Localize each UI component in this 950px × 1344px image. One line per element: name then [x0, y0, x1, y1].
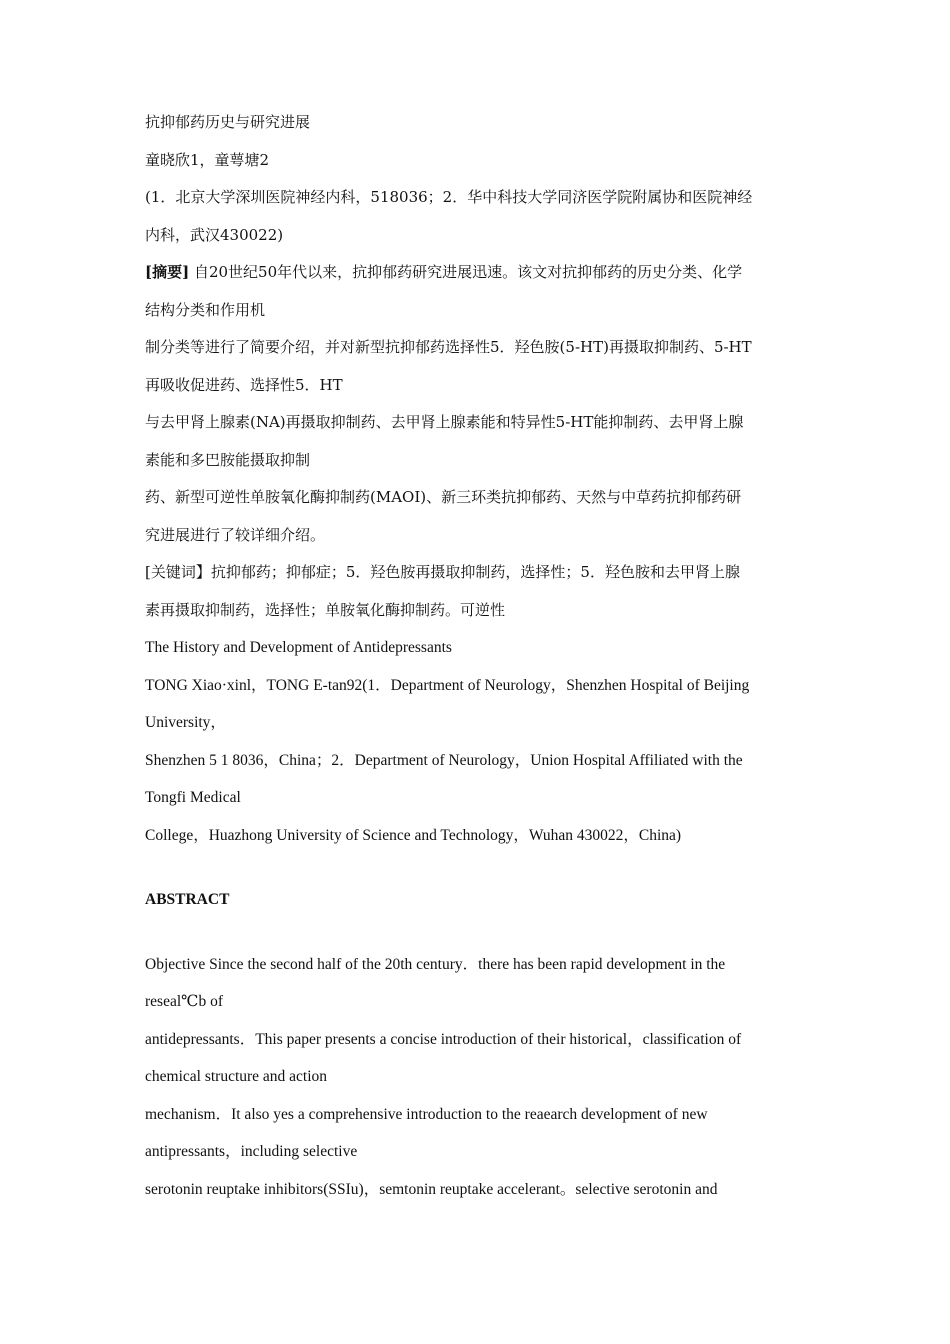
cn-abstract-line: 与去甲肾上腺素(NA)再摄取抑制药、去甲肾上腺素能和特异性5-HT能抑制药、去甲肾上腺 — [145, 413, 744, 431]
cn-abstract-line: 再吸收促进药、选择性5．HT — [145, 375, 343, 394]
cn-keywords-line: [关键词】抗抑郁药；抑郁症；5．羟色胺再摄取抑制药，选择性；5．羟色胺和去甲肾上腺 — [145, 563, 740, 581]
cn-abstract-line: 药、新型可逆性单胺氧化酶抑制药(MAOI)、新三环类抗抑郁药、天然与中草药抗抑郁药研 — [145, 488, 742, 506]
document-body — [145, 104, 810, 1208]
en-abstract-line: antipressants，including selective — [145, 1143, 358, 1160]
en-authors-line: Tongfi Medical — [145, 789, 241, 806]
cn-abstract-line: 制分类等进行了简要介绍，并对新型抗抑郁药选择性5．羟色胺(5-HT)再摄取抑制药、5-HT — [145, 338, 752, 356]
cn-affiliation-line: (1．北京大学深圳医院神经内科，518036；2．华中科技大学同济医学院附属协和医院神经 — [145, 188, 753, 206]
cn-keywords-line: 素再摄取抑制药，选择性；单胺氧化酶抑制药。可逆性 — [145, 600, 506, 619]
cn-affiliation-line: 内科，武汉430022) — [145, 225, 284, 244]
cn-abstract-line: 究进展进行了较详细介绍。 — [145, 525, 326, 544]
en-authors-line: University， — [145, 714, 226, 731]
cn-title: 抗抑郁药历史与研究进展 — [145, 113, 311, 131]
cn-abstract-line: 结构分类和作用机 — [145, 300, 266, 319]
cn-authors: 童晓欣1，童萼塘2 — [145, 150, 270, 169]
en-authors-line: College，Huazhong University of Science and Technology，Wuhan 430022，China) — [145, 826, 682, 844]
cn-abstract-label: [摘要] — [145, 263, 190, 281]
en-abstract-line: Objective Since the second half of the 20th century．there has been rapid development in the — [145, 955, 726, 973]
en-authors-line: Shenzhen 5 1 8036，China；2．Department of Neurology，Union Hospital Affiliated with the — [145, 751, 743, 769]
cn-abstract-line — [145, 254, 810, 292]
en-abstract-line: antidepressants．This paper presents a concise introduction of their historical，classification of — [145, 1030, 742, 1048]
en-abstract-line: mechanism．It also yes a comprehensive introduction to the reaearch development of new — [145, 1105, 708, 1123]
cn-abstract-line: 素能和多巴胺能摄取抑制 — [145, 450, 311, 469]
abstract-heading: ABSTRACT — [145, 891, 230, 908]
en-authors-line: TONG Xiao·xinl，TONG E-tan92(1．Department of Neurology，Shenzhen Hospital of Beijing — [145, 676, 750, 694]
en-abstract-line: reseal℃b of — [145, 993, 224, 1010]
en-abstract-line: chemical structure and action — [145, 1068, 328, 1085]
cn-abstract-text: 自20世纪50年代以来，抗抑郁药研究进展迅速。该文对抗抑郁药的历史分类、化学 — [189, 263, 743, 281]
en-abstract-line: serotonin reuptake inhibitors(SSIu)，semtonin reuptake accelerant。selective serotonin and — [145, 1180, 718, 1198]
en-title: The History and Development of Antidepressants — [145, 639, 452, 656]
